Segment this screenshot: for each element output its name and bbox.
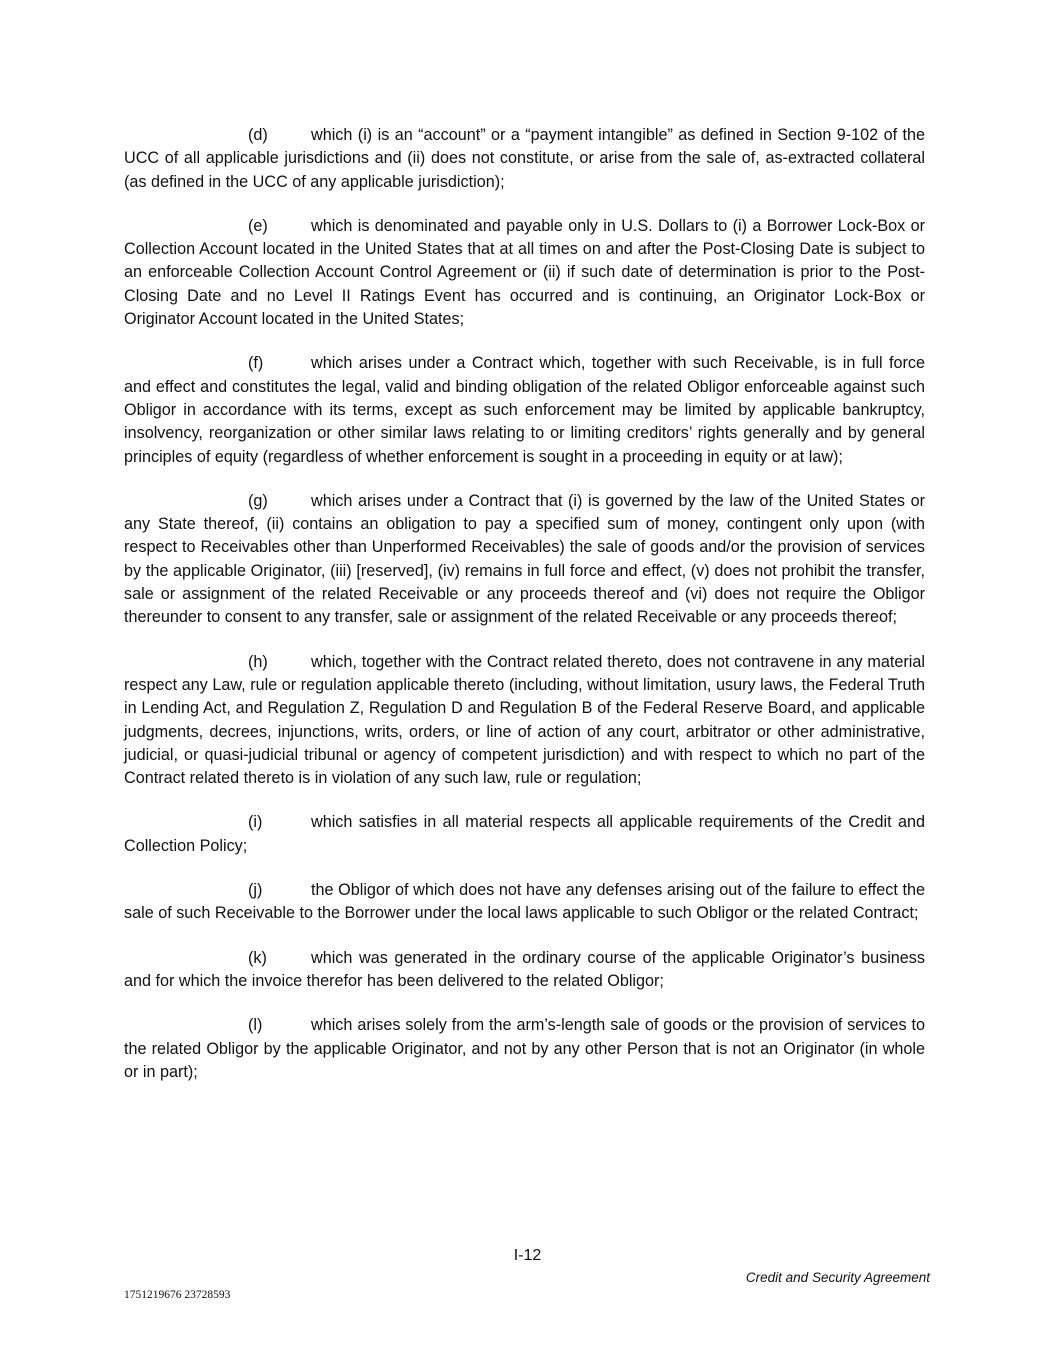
document-title: Credit and Security Agreement <box>745 1270 930 1285</box>
clause-h <box>124 651 925 791</box>
document-body <box>124 124 925 1105</box>
clause-d <box>124 124 925 194</box>
clause-text: which satisfies in all material respects all applicable requirements of the Credit and Collection Policy; <box>124 813 925 855</box>
clause-text: which arises under a Contract that (i) is governed by the law of the United States or any State thereof, (ii) contains an obligation to pay a specified sum of money, contingent only upon (with respect to Receivables other than Unperformed Receivables) the sale of goods and/or the provision of services by the applicable Originator, (iii) [reserved], (iv) remains in full force and effect, (v) does not prohibit the transfer, sale or assignment of the related Receivable or any proceeds thereof and (vi) does not require the Obligor thereunder to consent to any transfer, sale or assignment of the related Receivable or any proceeds thereof; <box>124 491 925 627</box>
clause-text: which was generated in the ordinary course of the applicable Originator’s business and for which the invoice therefor has been delivered to the related Obligor; <box>124 948 925 990</box>
clause-k <box>124 947 925 994</box>
clause-text: which arises under a Contract which, together with such Receivable, is in full force and effect and constitutes the legal, valid and binding obligation of the related Obligor enforceable against such Obligor in accordance with its terms, except as such enforcement may be limited by applicable bankruptcy, insolvency, reorganization or other similar laws relating to or limiting creditors’ rights generally and by general principles of equity (regardless of whether enforcement is sought in a proceeding in equity or at law); <box>124 354 925 466</box>
clause-j <box>124 879 925 926</box>
clause-i <box>124 811 925 858</box>
clause-text: which arises solely from the arm’s-length sale of goods or the provision of services to the related Obligor by the applicable Originator, and not by any other Person that is not an Originator (in whole or in part); <box>124 1016 925 1081</box>
clause-label: (l) <box>248 1016 263 1035</box>
clause-label: (f) <box>248 354 264 373</box>
clause-l <box>124 1014 925 1084</box>
clause-label: (i) <box>248 813 263 832</box>
clause-text: which (i) is an “account” or a “payment intangible” as defined in Section 9-102 of the UCC of all applicable jurisdictions and (ii) does not constitute, or arise from the sale of, as-extracted collateral (as defined in the UCC of any applicable jurisdiction); <box>124 126 925 191</box>
clause-e <box>124 215 925 331</box>
clause-label: (h) <box>248 652 268 671</box>
clause-label: (e) <box>248 216 268 235</box>
clause-label: (d) <box>248 126 268 144</box>
clause-label: (j) <box>248 881 263 900</box>
clause-label: (k) <box>248 948 267 967</box>
document-id: 1751219676 23728593 <box>124 1289 231 1301</box>
clause-text: which, together with the Contract related thereto, does not contravene in any material respect any Law, rule or regulation applicable thereto (including, without limitation, usury laws, the Federal Truth in Lending Act, and Regulation Z, Regulation D and Regulation B of the Federal Reserve Board, and applicable judgments, decrees, injunctions, writs, orders, or line of action of any court, arbitrator or other administrative, judicial, or quasi-judicial tribunal or agency of competent jurisdiction) and with respect to which no part of the Contract related thereto is in violation of any such law, rule or regulation; <box>124 652 925 788</box>
clause-g <box>124 490 925 630</box>
clause-text: which is denominated and payable only in U.S. Dollars to (i) a Borrower Lock-Box or Collection Account located in the United States that at all times on and after the Post-Closing Date is subject to an enforceable Collection Account Control Agreement or (ii) if such date of determination is prior to the Post-Closing Date and no Level II Ratings Event has occurred and is continuing, an Originator Lock-Box or Originator Account located in the United States; <box>124 216 925 329</box>
clause-text: the Obligor of which does not have any defenses arising out of the failure to effect the sale of such Receivable to the Borrower under the local laws applicable to such Obligor or the related Contract; <box>124 881 925 923</box>
page-number: I-12 <box>513 1247 542 1264</box>
clause-f <box>124 352 925 468</box>
clause-label: (g) <box>248 491 268 510</box>
